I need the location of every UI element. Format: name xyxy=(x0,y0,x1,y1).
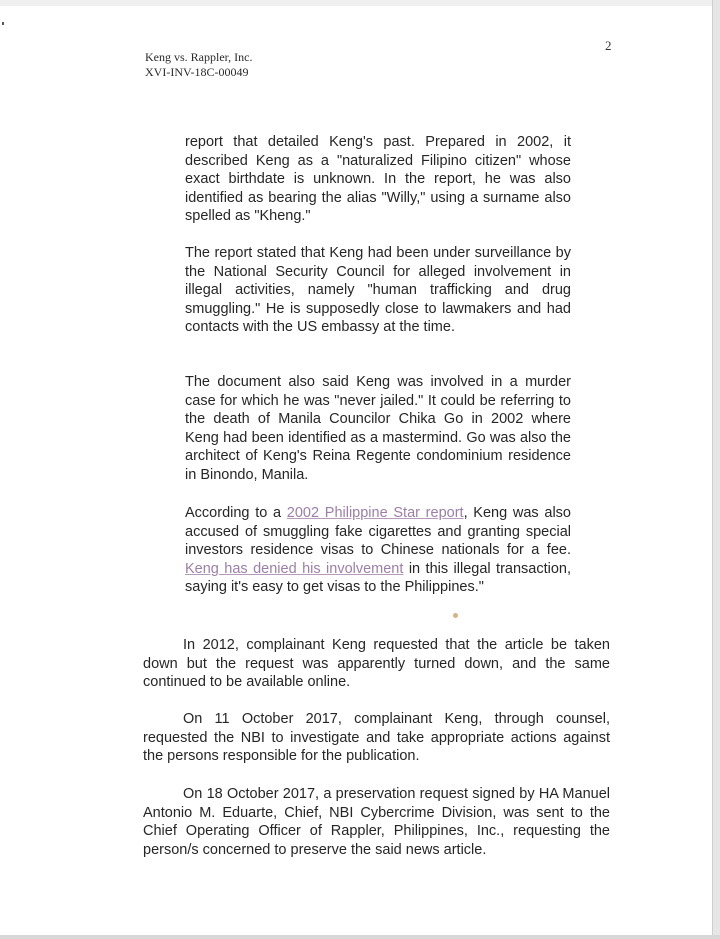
body-paragraph-2012 xyxy=(143,636,610,692)
p4-text-start: According to a xyxy=(185,505,287,521)
body-paragraph-11-october xyxy=(143,710,610,766)
quoted-paragraph-4 xyxy=(185,504,571,597)
scan-top-edge xyxy=(0,0,712,6)
page-header xyxy=(145,50,253,80)
scan-mark xyxy=(2,22,4,25)
body-paragraph-11-october-text: On 11 October 2017, complainant Keng, through counsel, requested the NBI to investigate and take appropriate actions against the persons responsible for the publication. xyxy=(143,711,610,765)
keng-denied-involvement-link[interactable]: Keng has denied his involvement xyxy=(185,560,404,577)
case-number: XVI-INV-18C-00049 xyxy=(145,65,249,79)
scan-bottom-edge xyxy=(0,935,720,939)
ink-spot xyxy=(453,613,458,618)
case-title: Keng vs. Rappler, Inc. xyxy=(145,50,253,64)
body-paragraph-18-october-text: On 18 October 2017, a preservation request signed by HA Manuel Antonio M. Eduarte, Chief, NBI Cybercrime Division, was sent to the Chief Operating Officer of Rappler, Philippines, Inc., requesting the person/s concerned to preserve the said news article. xyxy=(143,786,610,858)
quoted-paragraph-3: The document also said Keng was involved in a murder case for which he was "never jailed." It could be referring to the death of Manila Councilor Chika Go in 2002 where Keng had been identified as a mastermind. Go was also the architect of Keng's Reina Regente condominium residence in Binondo, Manila. xyxy=(185,374,571,483)
body-paragraph-2012-text: In 2012, complainant Keng requested that the article be taken down but the request was apparently turned down, and the same continued to be available online. xyxy=(143,637,610,691)
p4-text-end: in this illegal transaction, saying it's easy to get visas to the Philippines." xyxy=(185,560,571,596)
p4-text-middle: , Keng was also accused of smuggling fake cigarettes and granting special investors residence visas to Chinese nationals for a fee. xyxy=(185,505,571,559)
quoted-paragraph-1: report that detailed Keng's past. Prepared in 2002, it described Keng as a "naturalized Filipino citizen" whose exact birthdate is unknown. In the report, he was also identified as bearing the alias "Willy," using a surname also spelled as "Kheng." xyxy=(185,134,571,225)
page-number: 2 xyxy=(605,38,612,53)
quoted-paragraph-2: The report stated that Keng had been under surveillance by the National Security Council for alleged involvement in illegal activities, namely "human trafficking and drug smuggling." He is supposedly close to lawmakers and had contacts with the US embassy at the time. xyxy=(185,245,571,336)
body-paragraph-18-october xyxy=(143,785,610,859)
philippine-star-report-link[interactable]: 2002 Philippine Star report xyxy=(286,505,464,521)
